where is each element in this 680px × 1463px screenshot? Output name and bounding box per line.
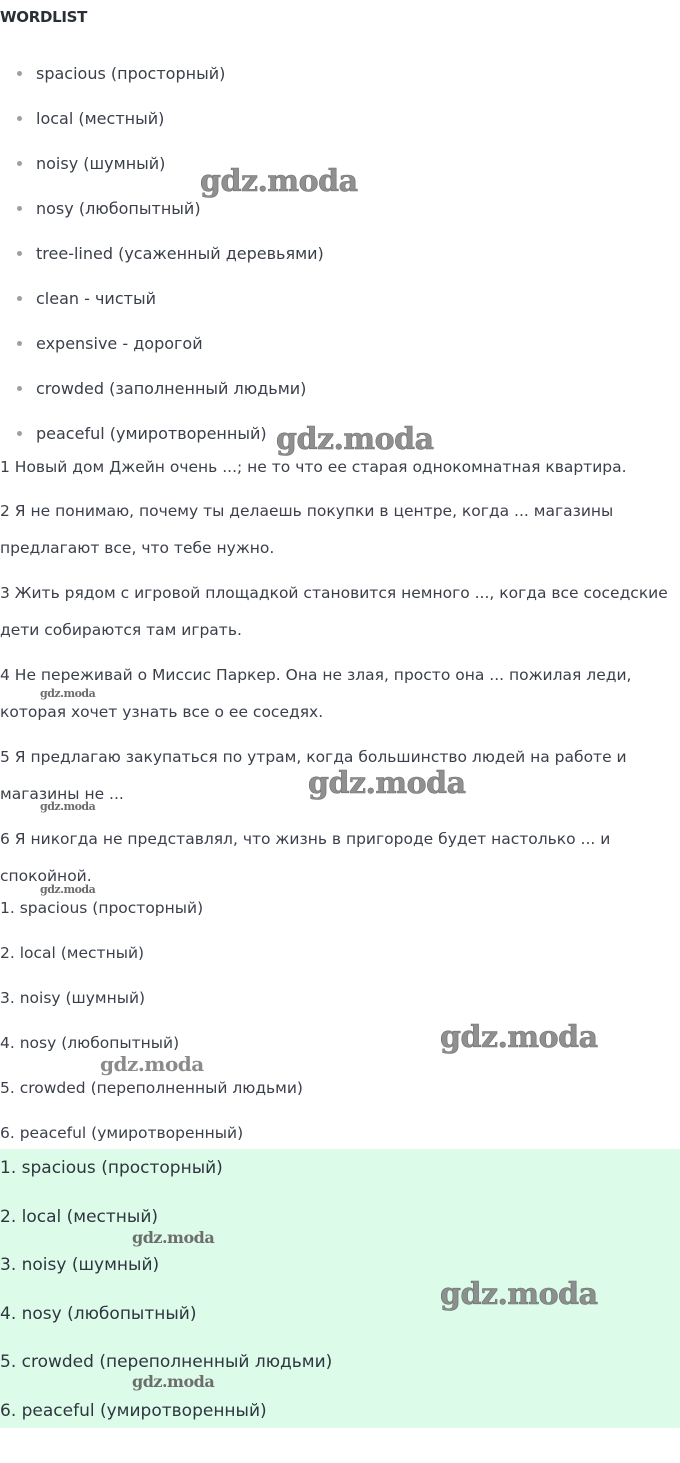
- watermark-logo: gdz.moda: [440, 1020, 598, 1055]
- watermark-logo: gdz.moda: [132, 1228, 215, 1247]
- watermark-logo: gdz.moda: [40, 883, 96, 896]
- list-item-text: tree-lined (усаженный деревьями): [36, 244, 324, 263]
- sentence-3: 3 Жить рядом с игровой площадкой становится немного ..., когда все соседские дети собираются там играть.: [0, 584, 668, 639]
- list-item-text: noisy (шумный): [36, 154, 166, 173]
- sentence-2: 2 Я не понимаю, почему ты делаешь покупки в центре, когда ... магазины предлагают все, что тебе нужно.: [0, 502, 614, 557]
- list-item-text: local (местный): [36, 109, 165, 128]
- answer-item: 4. nosy (любопытный): [0, 1034, 180, 1052]
- exercise-sentences: [0, 449, 680, 903]
- list-item-text: expensive - дорогой: [36, 334, 203, 353]
- bullet-icon: [17, 71, 22, 76]
- list-item: [0, 96, 324, 141]
- list-item-text: spacious (просторный): [36, 64, 226, 83]
- list-item-text: clean - чистый: [36, 289, 156, 308]
- bullet-icon: [17, 431, 22, 436]
- bullet-icon: [17, 296, 22, 301]
- bullet-icon: [17, 341, 22, 346]
- list-item: [0, 186, 324, 231]
- bullet-icon: [17, 161, 22, 166]
- list-item: [0, 231, 324, 276]
- watermark-logo: gdz.moda: [40, 687, 96, 700]
- list-item: [0, 321, 324, 366]
- list-item: [0, 366, 324, 411]
- wordlist: [0, 51, 324, 456]
- answer-list: [0, 889, 303, 1159]
- list-item: [0, 51, 324, 96]
- sentence-5: 5 Я предлагаю закупаться по утрам, когда большинство людей на работе и магазины не ...: [0, 748, 627, 803]
- list-item-text: crowded (заполненный людьми): [36, 379, 307, 398]
- highlighted-answer-item: 5. crowded (переполненный людьми): [0, 1352, 333, 1372]
- answer-item: 3. noisy (шумный): [0, 989, 146, 1007]
- list-item: [0, 141, 324, 186]
- list-item: [0, 276, 324, 321]
- bullet-icon: [17, 116, 22, 121]
- bullet-icon: [17, 386, 22, 391]
- list-item-text: nosy (любопытный): [36, 199, 201, 218]
- watermark-logo: gdz.moda: [276, 422, 434, 457]
- highlighted-answer-item: 3. noisy (шумный): [0, 1255, 160, 1275]
- sentence-6: 6 Я никогда не представлял, что жизнь в пригороде будет настолько ... и спокойной.: [0, 830, 611, 885]
- watermark-logo: gdz.moda: [100, 1052, 204, 1076]
- watermark-logo: gdz.moda: [308, 766, 466, 801]
- watermark-logo: gdz.moda: [132, 1372, 215, 1391]
- bullet-icon: [17, 206, 22, 211]
- watermark-logo: gdz.moda: [440, 1277, 598, 1312]
- answer-item: 5. crowded (переполненный людьми): [0, 1079, 303, 1097]
- highlighted-answer-list: [0, 1149, 332, 1440]
- sentence-1: 1 Новый дом Джейн очень ...; не то что ее старая однокомнатная квартира.: [0, 458, 627, 476]
- answer-item: 6. peaceful (умиротворенный): [0, 1124, 244, 1142]
- bullet-icon: [17, 251, 22, 256]
- watermark-logo: gdz.moda: [40, 800, 96, 813]
- highlighted-answer-item: 6. peaceful (умиротворенный): [0, 1400, 267, 1421]
- watermark-logo: gdz.moda: [200, 164, 358, 199]
- highlighted-answer-item: 2. local (местный): [0, 1206, 159, 1227]
- answer-item: 1. spacious (просторный): [0, 899, 204, 917]
- highlighted-answer-item: 4. nosy (любопытный): [0, 1303, 197, 1324]
- sentence-4: 4 Не переживай о Миссис Паркер. Она не злая, просто она ... пожилая леди, которая хочет узнать все о ее соседях.: [0, 666, 632, 721]
- highlighted-answer-box: [0, 1149, 680, 1428]
- page-title: WORDLIST: [0, 8, 88, 26]
- list-item-text: peaceful (умиротворенный): [36, 424, 267, 443]
- highlighted-answer-item: 1. spacious (просторный): [0, 1158, 223, 1178]
- answer-item: 2. local (местный): [0, 944, 145, 962]
